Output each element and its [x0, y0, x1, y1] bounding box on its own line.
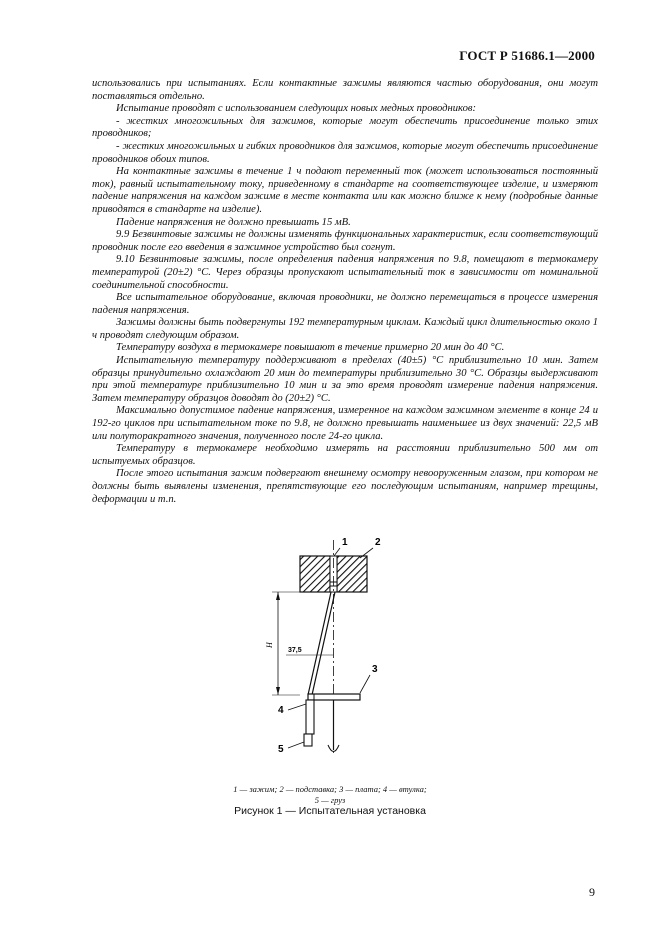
paragraph: Испытательную температуру поддерживают в пределах (40±5) °С приблизительно 10 мин. Затем образцы принудительно охлаждают 20 мин до температуры приблизительно 30 °С. Образцы выдерживают при этой температуре приблизительно 10 мин и за это время проводят измерение падения напряжения. Затем температуру образцов доводят до (20±2) °С. — [92, 355, 598, 404]
dimension-value-label: 37,5 — [288, 647, 302, 654]
paragraph: - жестких многожильных и гибких проводников для зажимов, которые могут обеспечить присоединение проводников обоих типов. — [92, 140, 598, 165]
paragraph: Максимально допустимое падение напряжения, измеренное на каждом зажимном элементе в конце 24 и 192-го циклов при испытательном токе по 9.8, не должно превышать наименьшее из двух значений: 22,5 мВ или полуторакратного значения, полученного после 24-го цикла. — [92, 405, 598, 442]
paragraph: использовались при испытаниях. Если контактные зажимы являются частью оборудования, они могут поставляться отдельно. — [92, 78, 598, 102]
callout-5: 5 — [278, 744, 284, 755]
support-left — [300, 556, 330, 592]
document-header: ГОСТ Р 51686.1—2000 — [459, 48, 595, 63]
callout-3: 3 — [372, 664, 378, 675]
paragraph: Все испытательное оборудование, включая проводники, не должно перемещаться в процессе измерения падения напряжения. — [92, 292, 598, 316]
conductor — [308, 592, 331, 695]
body-text — [92, 78, 598, 506]
paragraph: Зажимы должны быть подвергнуты 192 температурным циклам. Каждый цикл длительностью около 1 ч проводят следующим образом. — [92, 317, 598, 341]
weight — [304, 734, 312, 746]
paragraph: Температуру в термокамере необходимо измерять на расстоянии приблизительно 500 мм от испытуемых образцов. — [92, 443, 598, 467]
paragraph: - жестких многожильных для зажимов, которые могут обеспечить присоединение только этих проводников; — [92, 115, 598, 140]
support-right — [337, 556, 367, 592]
paragraph: 9.9 Безвинтовые зажимы не должны изменять функциональных характеристик, если соответствующий проводник после его введения в зажимное устройство был согнут. — [92, 229, 598, 253]
figure-title: Рисунок 1 — Испытательная установка — [234, 805, 426, 817]
legend-line-2: 5 — груз — [314, 795, 346, 805]
sleeve — [306, 700, 314, 734]
paragraph: Температуру воздуха в термокамере повышают в течение примерно 20 мин до 40 °С. — [116, 342, 505, 354]
callout-4: 4 — [278, 705, 284, 716]
plate — [308, 694, 360, 700]
paragraph: Испытание проводят с использованием следующих новых медных проводников: — [116, 103, 476, 115]
callout-2: 2 — [375, 537, 381, 548]
figure-legend — [160, 784, 500, 806]
paragraph: После этого испытания зажим подвергают внешнему осмотру невооруженным глазом, при котором не должны быть выявлены изменения, препятствующие его последующим испытаниям, например трещины, деформации и т.п. — [92, 468, 598, 505]
dimension-h-label: H — [265, 642, 274, 648]
test-setup-figure — [230, 530, 450, 780]
legend-line-1: 1 — зажим; 2 — подставка; 3 — плата; 4 — втулка; — [233, 784, 427, 794]
paragraph: Падение напряжения не должно превышать 15 мВ. — [116, 216, 351, 228]
page-number: 9 — [589, 885, 595, 899]
paragraph: 9.10 Безвинтовые зажимы, после определения падения напряжения по 9.8, помещают в термокамеру температурой (20±2) °С. Через образцы пропускают испытательный ток в зависимости от номинальной соединительной способности. — [92, 254, 598, 291]
test-setup-drawing — [230, 530, 450, 780]
callout-1: 1 — [342, 537, 348, 548]
paragraph: На контактные зажимы в течение 1 ч подают переменный ток (может использоваться постоянный ток), равный испытательному току, приведенному в стандарте на соответствующее изделие, и измеряют падение напряжения на каждом зажиме в месте контакта или как можно ближе к нему (подробные данные приводятся в стандарте на изделие). — [92, 166, 598, 215]
